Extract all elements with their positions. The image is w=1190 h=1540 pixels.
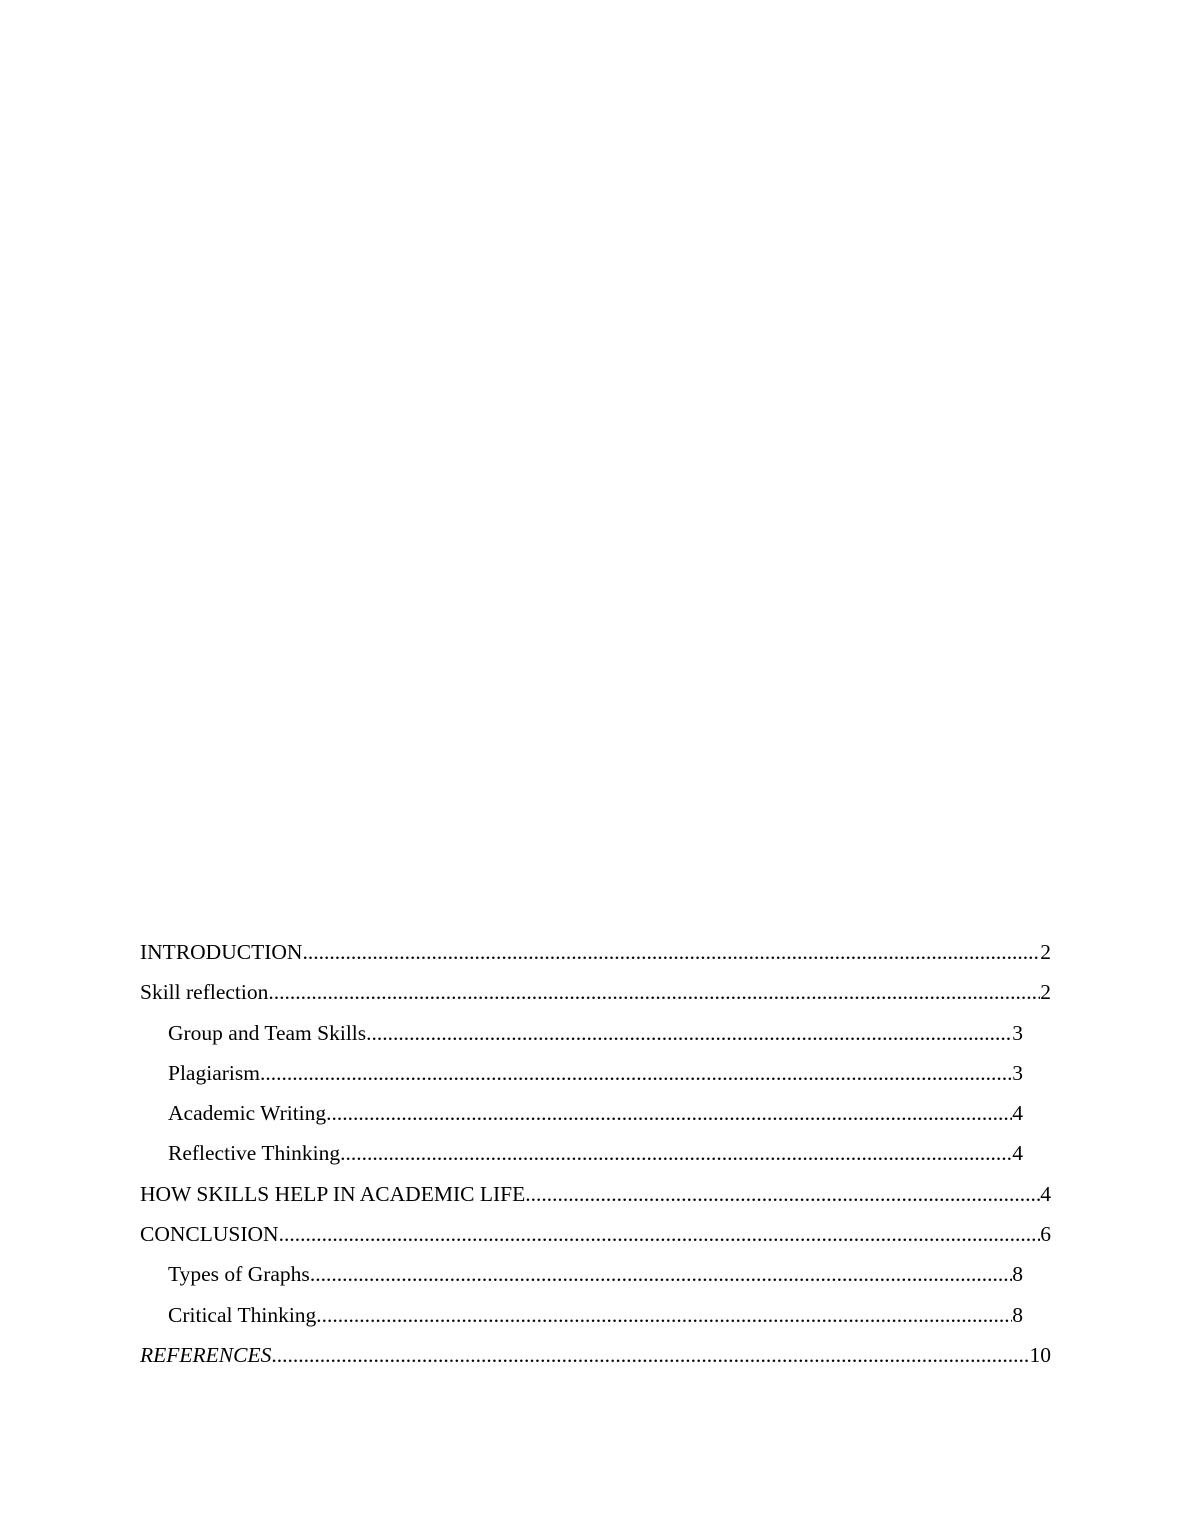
toc-leader-dots [302,932,1040,972]
toc-entry-page: 6 [1040,1222,1051,1247]
toc-leader-dots [268,972,1040,1012]
toc-entry-skill-reflection[interactable] [140,972,1051,1012]
toc-entry-label: Group and Team Skills [168,1020,367,1045]
toc-entry-page: 4 [1012,1101,1023,1126]
toc-entry-page: 8 [1012,1302,1023,1327]
toc-entry-references[interactable] [140,1335,1051,1375]
toc-leader-dots [340,1133,1012,1173]
toc-entry-plagiarism[interactable] [140,1053,1023,1093]
toc-entry-introduction[interactable] [140,932,1051,972]
toc-entry-reflective-thinking[interactable] [140,1133,1023,1173]
toc-leader-dots [271,1335,1029,1375]
toc-entry-critical-thinking[interactable] [140,1295,1023,1335]
toc-entry-label: INTRODUCTION [140,940,303,964]
toc-entry-label: Academic Writing [168,1101,327,1126]
table-of-contents [140,932,1052,1375]
toc-entry-label: Plagiarism [168,1060,260,1085]
toc-entry-how-skills-help[interactable] [140,1174,1051,1214]
toc-entry-page: 3 [1012,1060,1023,1085]
toc-entry-page: 2 [1040,940,1051,964]
toc-entry-page: 8 [1012,1262,1023,1287]
toc-entry-types-of-graphs[interactable] [140,1254,1023,1294]
toc-leader-dots [310,1254,1012,1294]
toc-leader-dots [279,1214,1041,1254]
toc-entry-group-and-team-skills[interactable] [140,1013,1023,1053]
toc-entry-page: 4 [1040,1181,1051,1206]
toc-entry-page: 4 [1012,1141,1023,1166]
toc-entry-label: CONCLUSION [140,1222,279,1247]
toc-entry-page: 2 [1040,980,1051,1005]
toc-leader-dots [366,1013,1012,1053]
toc-leader-dots [260,1053,1012,1093]
toc-leader-dots [316,1295,1012,1335]
toc-entry-academic-writing[interactable] [140,1093,1023,1133]
toc-leader-dots [326,1093,1012,1133]
toc-leader-dots [525,1174,1040,1214]
toc-entry-label: Skill reflection [140,980,269,1005]
toc-entry-conclusion[interactable] [140,1214,1051,1254]
toc-entry-page: 10 [1029,1342,1051,1367]
toc-entry-label: HOW SKILLS HELP IN ACADEMIC LIFE [140,1181,526,1206]
toc-entry-label: Types of Graphs [168,1262,310,1287]
toc-entry-label: Reflective Thinking [168,1141,341,1166]
toc-entry-label: Critical Thinking [168,1302,317,1327]
toc-entry-page: 3 [1012,1020,1023,1045]
toc-entry-label: REFERENCES [140,1342,272,1367]
